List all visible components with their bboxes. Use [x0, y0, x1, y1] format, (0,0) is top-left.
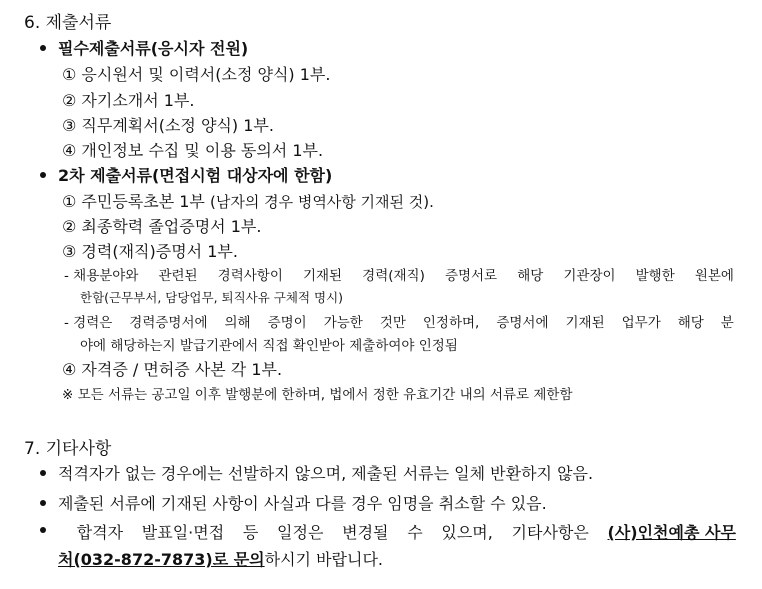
- career-note-2-word: 인정하며,: [422, 315, 480, 331]
- career-note-2-word: 기재된: [565, 315, 605, 331]
- second-item-1: [62, 189, 434, 212]
- second-docs-header-text: 2차 제출서류(면접시험 대상자에 한함): [58, 166, 333, 185]
- career-note-1-word: 기재된: [302, 268, 343, 284]
- career-note-2-word: 증명이: [267, 315, 307, 331]
- career-note-2-word: 해당: [677, 315, 704, 331]
- bullet-dot-icon: [40, 527, 46, 533]
- career-note-2-word: 것만: [379, 315, 406, 331]
- career-note-1-word: 증명서로: [444, 268, 498, 284]
- bullet-dot-icon: [40, 45, 46, 51]
- other-item-3-word: 등: [242, 523, 259, 542]
- second-docs-header: [40, 163, 332, 186]
- career-note-1-word: 원본에: [694, 268, 734, 284]
- bullet-dot-icon: [40, 470, 46, 476]
- other-item-3-word: 변경될: [342, 523, 389, 542]
- other-item-3-word: 수: [407, 523, 423, 542]
- second-item-4: ④ 자격증 / 면허증 사본 각 1부.: [62, 360, 283, 379]
- career-note-2-word: 업무가: [621, 315, 661, 331]
- career-sub-note-1-words: [64, 264, 734, 284]
- section-6-title: 6. 제출서류: [24, 13, 112, 33]
- career-sub-note-1-line-2: 한함(근무부서, 담당업무, 퇴직사유 구체적 명시): [80, 290, 344, 305]
- other-item-3-word: 기타사항은: [511, 523, 589, 542]
- career-note-1-word: 경력(재직): [362, 268, 425, 284]
- required-item-3: ③ 직무계획서(소정 양식) 1부.: [62, 116, 274, 135]
- second-item-1-note: (남자의 경우 병역사항 기재된 것).: [209, 193, 434, 211]
- career-sub-note-2-line-1: [64, 311, 734, 331]
- other-item-3-line-1: [40, 520, 736, 543]
- career-note-1-word: 관련된: [158, 268, 198, 284]
- required-item-2: ② 자기소개서 1부.: [62, 91, 195, 110]
- other-item-3-word: 합격자: [76, 523, 124, 542]
- career-note-1-word: - 채용분야와: [64, 268, 139, 284]
- bullet-dot-icon: [40, 172, 46, 178]
- career-note-2-word: 의해: [224, 315, 251, 331]
- career-note-1-word: 기관장이: [563, 268, 616, 284]
- required-docs-header-text: 필수제출서류(응시자 전원): [58, 39, 249, 58]
- career-note-1-word: 경력사항이: [217, 268, 283, 284]
- contact-highlight: (사)인천예총 사무: [607, 523, 736, 542]
- bullet-dot-icon: [40, 500, 46, 506]
- other-item-3-line-2: [58, 547, 383, 570]
- career-note-2-word: 증명서에: [496, 315, 549, 331]
- career-note-1-word: 해당: [517, 268, 544, 284]
- career-sub-note-2-words: [64, 311, 734, 331]
- required-item-4: ④ 개인정보 수집 및 이용 동의서 1부.: [62, 141, 324, 160]
- second-item-1-main: ① 주민등록초본 1부: [62, 192, 205, 211]
- required-item-1: ① 응시원서 및 이력서(소정 양식) 1부.: [62, 65, 331, 84]
- career-note-1-word: 발행한: [635, 268, 675, 284]
- other-item-1-text: 적격자가 없는 경우에는 선발하지 않으며, 제출된 서류는 일체 반환하지 않음.: [58, 464, 594, 483]
- other-item-3-words: [40, 520, 736, 543]
- career-sub-note-2-line-2: 야에 해당하는지 발급기관에서 직접 확인받아 제출하여야 인정됨: [80, 338, 458, 354]
- career-sub-note-1-line-1: [64, 264, 734, 284]
- required-docs-header: [40, 36, 248, 59]
- other-item-3-word: 일정은: [277, 523, 324, 542]
- contact-highlight: 처(032-872-7873)로 문의: [58, 550, 265, 569]
- second-item-2: ② 최종학력 졸업증명서 1부.: [62, 217, 262, 236]
- other-item-1: [40, 461, 593, 484]
- second-item-3: ③ 경력(재직)증명서 1부.: [62, 242, 238, 261]
- career-note-2-word: - 경력은: [64, 315, 113, 331]
- other-item-3-tail: 하시기 바랍니다.: [264, 550, 384, 569]
- other-item-3-word: 있으며,: [441, 523, 493, 542]
- documents-note: ※ 모든 서류는 공고일 이후 발행분에 한하며, 법에서 정한 유효기간 내의 서류로 제한함: [62, 387, 573, 403]
- career-note-2-word: 분: [720, 315, 734, 331]
- other-item-3-word: 발표일·면접: [141, 523, 225, 542]
- other-item-2: [40, 491, 547, 514]
- other-item-2-text: 제출된 서류에 기재된 사항이 사실과 다를 경우 임명을 취소할 수 있음.: [58, 494, 547, 513]
- career-note-2-word: 가능한: [323, 315, 363, 331]
- section-7-title: 7. 기타사항: [24, 439, 112, 459]
- career-note-2-word: 경력증명서에: [129, 315, 208, 331]
